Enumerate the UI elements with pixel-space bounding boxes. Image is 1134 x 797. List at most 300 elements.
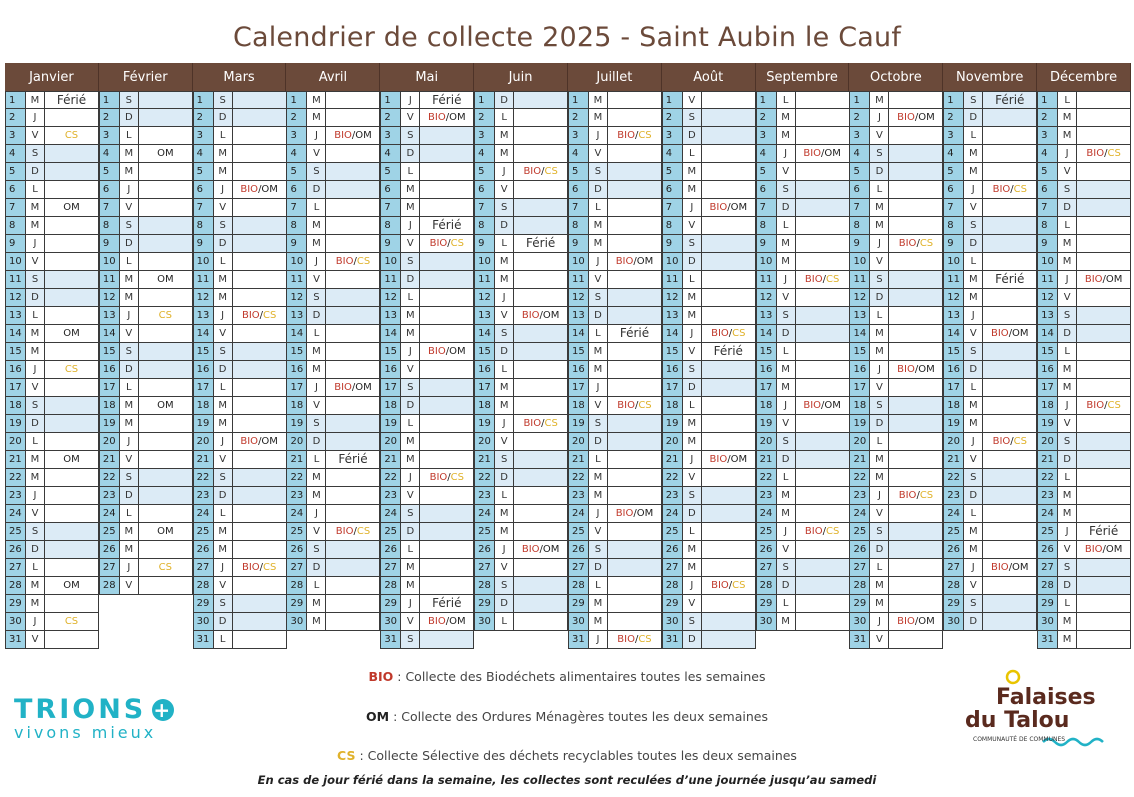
day-number: 25 <box>99 523 120 541</box>
collection-event <box>420 163 474 181</box>
day-number: 1 <box>943 91 964 109</box>
collection-event <box>796 559 850 577</box>
day-row <box>756 145 850 163</box>
day-number: 17 <box>662 379 683 397</box>
day-of-week: J <box>401 595 420 613</box>
day-number: 16 <box>849 361 870 379</box>
day-of-week: M <box>214 397 233 415</box>
day-row <box>380 109 474 127</box>
day-of-week: L <box>26 433 45 451</box>
day-number: 10 <box>286 253 307 271</box>
day-number: 18 <box>568 397 589 415</box>
day-number: 15 <box>5 343 26 361</box>
day-number: 20 <box>193 433 214 451</box>
day-number: 12 <box>568 289 589 307</box>
day-of-week: M <box>870 91 889 109</box>
day-row <box>286 577 380 595</box>
day-number: 10 <box>943 253 964 271</box>
collection-event <box>889 433 943 451</box>
collection-event: BIO/CS <box>233 307 287 325</box>
day-row <box>380 397 474 415</box>
day-of-week: L <box>307 325 326 343</box>
collection-event <box>326 235 380 253</box>
day-of-week: J <box>307 127 326 145</box>
collection-event: OM <box>45 199 99 217</box>
day-number: 10 <box>5 253 26 271</box>
day-number: 6 <box>193 181 214 199</box>
day-of-week: L <box>683 397 702 415</box>
collection-event <box>420 271 474 289</box>
collection-event: BIO/OM <box>326 379 380 397</box>
day-of-week: S <box>777 559 796 577</box>
day-row <box>1037 397 1131 415</box>
day-row <box>756 343 850 361</box>
day-row <box>568 145 662 163</box>
day-row <box>99 181 193 199</box>
month-column <box>662 63 756 648</box>
day-row <box>849 163 943 181</box>
day-row <box>99 451 193 469</box>
day-row <box>474 199 568 217</box>
day-row <box>5 325 99 343</box>
day-row <box>756 307 850 325</box>
collection-event <box>889 523 943 541</box>
day-of-week: M <box>777 127 796 145</box>
day-number: 26 <box>943 541 964 559</box>
day-row <box>380 289 474 307</box>
day-of-week: V <box>214 577 233 595</box>
day-number: 4 <box>474 145 495 163</box>
day-number: 16 <box>5 361 26 379</box>
day-row <box>5 127 99 145</box>
collection-event <box>796 325 850 343</box>
day-row <box>474 253 568 271</box>
day-row <box>193 631 287 649</box>
day-row <box>756 451 850 469</box>
day-of-week: D <box>26 289 45 307</box>
collection-event <box>45 181 99 199</box>
day-number: 26 <box>380 541 401 559</box>
day-of-week: J <box>589 379 608 397</box>
day-of-week: V <box>214 325 233 343</box>
day-row <box>99 433 193 451</box>
day-row <box>474 271 568 289</box>
day-number: 7 <box>568 199 589 217</box>
collection-event: BIO/OM <box>889 361 943 379</box>
collection-event: BIO/CS <box>608 397 662 415</box>
day-row <box>849 217 943 235</box>
collection-event <box>514 127 568 145</box>
collection-event <box>326 577 380 595</box>
day-number: 16 <box>99 361 120 379</box>
day-row <box>568 631 662 649</box>
day-row <box>1037 127 1131 145</box>
collection-event <box>889 307 943 325</box>
day-row <box>756 487 850 505</box>
month-days <box>849 91 943 648</box>
collection-event: CS <box>139 559 193 577</box>
collection-event <box>796 181 850 199</box>
day-of-week: S <box>307 541 326 559</box>
day-of-week: L <box>777 469 796 487</box>
day-row <box>943 199 1037 217</box>
collection-event <box>514 595 568 613</box>
day-row <box>1037 469 1131 487</box>
day-of-week: L <box>401 163 420 181</box>
day-of-week: M <box>307 595 326 613</box>
month-header: Mai <box>380 63 474 91</box>
collection-event <box>326 415 380 433</box>
day-number: 26 <box>662 541 683 559</box>
day-of-week: S <box>26 145 45 163</box>
day-of-week: M <box>120 145 139 163</box>
collection-event: OM <box>45 577 99 595</box>
day-number: 11 <box>193 271 214 289</box>
day-of-week: M <box>964 541 983 559</box>
day-of-week: V <box>1058 541 1077 559</box>
day-of-week: L <box>1058 595 1077 613</box>
day-row <box>99 505 193 523</box>
day-of-week: M <box>777 613 796 631</box>
day-number: 27 <box>380 559 401 577</box>
day-row <box>380 253 474 271</box>
day-row <box>1037 379 1131 397</box>
collection-event <box>702 217 756 235</box>
day-of-week: D <box>589 181 608 199</box>
day-row <box>756 505 850 523</box>
day-number: 1 <box>99 91 120 109</box>
month-header: Novembre <box>943 63 1037 91</box>
day-row <box>849 361 943 379</box>
day-row <box>1037 91 1131 109</box>
day-number: 7 <box>943 199 964 217</box>
collection-event <box>326 217 380 235</box>
day-number: 1 <box>662 91 683 109</box>
collection-event <box>702 253 756 271</box>
day-row <box>849 505 943 523</box>
day-of-week: D <box>683 253 702 271</box>
day-of-week: J <box>777 145 796 163</box>
day-row <box>193 415 287 433</box>
day-of-week: M <box>589 343 608 361</box>
day-of-week: D <box>683 505 702 523</box>
collection-event <box>702 361 756 379</box>
collection-event <box>514 397 568 415</box>
day-of-week: L <box>683 271 702 289</box>
day-number: 5 <box>1037 163 1058 181</box>
day-number: 18 <box>380 397 401 415</box>
collection-event: BIO/CS <box>1077 397 1131 415</box>
day-of-week: M <box>683 289 702 307</box>
day-of-week: J <box>214 433 233 451</box>
day-number: 17 <box>193 379 214 397</box>
day-number: 30 <box>849 613 870 631</box>
day-row <box>849 253 943 271</box>
day-number: 1 <box>286 91 307 109</box>
day-row <box>756 109 850 127</box>
day-of-week: J <box>401 217 420 235</box>
collection-event: BIO/OM <box>608 253 662 271</box>
day-row <box>286 415 380 433</box>
day-row <box>943 523 1037 541</box>
day-of-week: S <box>120 469 139 487</box>
collection-event <box>420 559 474 577</box>
day-number: 4 <box>568 145 589 163</box>
day-of-week: V <box>589 523 608 541</box>
day-of-week: D <box>964 487 983 505</box>
day-row <box>380 559 474 577</box>
day-of-week: V <box>683 469 702 487</box>
page-title: Calendrier de collecte 2025 - Saint Aubin le Cauf <box>232 22 902 53</box>
collection-event: Férié <box>608 325 662 343</box>
day-row <box>943 613 1037 631</box>
collection-event <box>1077 613 1131 631</box>
day-of-week: D <box>120 109 139 127</box>
collection-event <box>139 433 193 451</box>
day-number: 11 <box>662 271 683 289</box>
collection-event: BIO/CS <box>702 577 756 595</box>
collection-event <box>326 595 380 613</box>
collection-event: BIO/CS <box>608 127 662 145</box>
day-row <box>474 91 568 109</box>
collection-event <box>233 541 287 559</box>
falaises-logo-line2: du Talou <box>965 708 1070 733</box>
collection-event <box>1077 163 1131 181</box>
day-of-week: V <box>120 199 139 217</box>
day-number: 4 <box>99 145 120 163</box>
collection-event <box>1077 307 1131 325</box>
collection-event <box>326 145 380 163</box>
day-number: 26 <box>99 541 120 559</box>
day-number: 6 <box>474 181 495 199</box>
day-number: 1 <box>5 91 26 109</box>
day-row <box>849 109 943 127</box>
day-row <box>568 541 662 559</box>
day-of-week: M <box>307 469 326 487</box>
day-row <box>286 523 380 541</box>
day-row <box>1037 577 1131 595</box>
day-number: 5 <box>756 163 777 181</box>
day-row <box>286 397 380 415</box>
collection-event: BIO/CS <box>608 631 662 649</box>
day-row <box>849 487 943 505</box>
day-row <box>849 307 943 325</box>
day-row <box>5 109 99 127</box>
day-of-week: S <box>26 397 45 415</box>
day-row <box>474 325 568 343</box>
month-days <box>756 91 850 648</box>
day-row <box>286 307 380 325</box>
collection-event: BIO/CS <box>796 523 850 541</box>
collection-event <box>45 307 99 325</box>
day-number: 7 <box>286 199 307 217</box>
collection-event <box>1077 415 1131 433</box>
day-number: 25 <box>568 523 589 541</box>
day-number: 26 <box>286 541 307 559</box>
day-of-week: M <box>401 325 420 343</box>
day-row <box>1037 253 1131 271</box>
day-of-week: J <box>870 613 889 631</box>
collection-event <box>702 631 756 649</box>
day-number: 6 <box>286 181 307 199</box>
collection-event <box>1077 487 1131 505</box>
day-row <box>568 253 662 271</box>
day-of-week: M <box>1058 127 1077 145</box>
collection-event <box>420 541 474 559</box>
day-of-week: L <box>495 487 514 505</box>
day-of-week: M <box>870 577 889 595</box>
collection-event <box>889 199 943 217</box>
day-of-week: V <box>964 451 983 469</box>
day-of-week: M <box>777 109 796 127</box>
day-row <box>662 451 756 469</box>
day-of-week: L <box>214 505 233 523</box>
day-of-week: D <box>589 559 608 577</box>
day-number: 11 <box>99 271 120 289</box>
collection-event <box>889 181 943 199</box>
day-number: 30 <box>286 613 307 631</box>
day-row <box>849 559 943 577</box>
day-of-week: V <box>495 433 514 451</box>
day-of-week: D <box>401 271 420 289</box>
day-row <box>849 181 943 199</box>
day-row <box>662 343 756 361</box>
collection-event <box>514 451 568 469</box>
day-number: 27 <box>943 559 964 577</box>
day-number: 14 <box>286 325 307 343</box>
day-row <box>849 127 943 145</box>
day-number: 22 <box>380 469 401 487</box>
day-row <box>943 217 1037 235</box>
day-of-week: M <box>401 559 420 577</box>
collection-event <box>796 361 850 379</box>
day-number: 20 <box>99 433 120 451</box>
day-number: 24 <box>474 505 495 523</box>
day-row <box>1037 307 1131 325</box>
day-number: 29 <box>1037 595 1058 613</box>
collection-event <box>983 613 1037 631</box>
day-number: 13 <box>662 307 683 325</box>
collection-event <box>233 271 287 289</box>
collection-event: BIO/OM <box>796 145 850 163</box>
day-row <box>662 253 756 271</box>
collection-event <box>326 433 380 451</box>
collection-event <box>514 325 568 343</box>
day-of-week: M <box>589 595 608 613</box>
day-row <box>756 415 850 433</box>
day-row <box>662 307 756 325</box>
day-number: 10 <box>1037 253 1058 271</box>
day-of-week: J <box>214 307 233 325</box>
day-of-week: M <box>1058 505 1077 523</box>
day-of-week: V <box>401 487 420 505</box>
day-number: 31 <box>662 631 683 649</box>
collection-event <box>702 379 756 397</box>
day-number: 3 <box>5 127 26 145</box>
collection-event <box>45 163 99 181</box>
day-number: 1 <box>380 91 401 109</box>
day-number: 18 <box>286 397 307 415</box>
day-of-week: S <box>214 91 233 109</box>
falaises-logo-line3: COMMUNAUTÉ DE COMMUNES <box>973 736 1066 743</box>
collection-event <box>608 217 662 235</box>
day-row <box>286 289 380 307</box>
day-of-week: M <box>120 397 139 415</box>
collection-event <box>420 433 474 451</box>
collection-event <box>1077 595 1131 613</box>
collection-event <box>326 487 380 505</box>
day-row <box>568 379 662 397</box>
collection-event <box>139 379 193 397</box>
day-of-week: J <box>964 181 983 199</box>
day-row <box>5 217 99 235</box>
day-of-week: D <box>307 433 326 451</box>
day-number: 19 <box>849 415 870 433</box>
day-number: 13 <box>193 307 214 325</box>
day-number: 22 <box>849 469 870 487</box>
day-of-week: M <box>777 379 796 397</box>
day-number: 29 <box>193 595 214 613</box>
month-days <box>1037 91 1131 648</box>
trions-logo-text: TRIONS <box>14 694 147 725</box>
day-of-week: S <box>401 253 420 271</box>
collection-event <box>45 505 99 523</box>
day-number: 15 <box>943 343 964 361</box>
day-row <box>943 127 1037 145</box>
day-of-week: M <box>777 235 796 253</box>
day-of-week: V <box>307 523 326 541</box>
collection-event <box>233 397 287 415</box>
day-number: 21 <box>943 451 964 469</box>
collection-event <box>702 523 756 541</box>
day-row <box>943 253 1037 271</box>
collection-event <box>326 613 380 631</box>
day-row <box>568 397 662 415</box>
day-row <box>1037 235 1131 253</box>
day-number: 25 <box>849 523 870 541</box>
day-row <box>662 217 756 235</box>
day-of-week: M <box>777 253 796 271</box>
day-number: 10 <box>380 253 401 271</box>
day-of-week: D <box>870 541 889 559</box>
day-of-week: M <box>401 199 420 217</box>
day-of-week: M <box>1058 631 1077 649</box>
day-number: 17 <box>474 379 495 397</box>
day-of-week: J <box>120 307 139 325</box>
collection-event <box>233 109 287 127</box>
day-of-week: L <box>120 505 139 523</box>
day-row <box>286 361 380 379</box>
day-number: 9 <box>474 235 495 253</box>
collection-event: BIO/OM <box>889 613 943 631</box>
day-number: 9 <box>568 235 589 253</box>
day-row <box>1037 271 1131 289</box>
day-number: 21 <box>756 451 777 469</box>
collection-event <box>702 433 756 451</box>
collection-event <box>420 145 474 163</box>
day-of-week: M <box>26 577 45 595</box>
day-number: 12 <box>849 289 870 307</box>
day-row <box>286 433 380 451</box>
day-of-week: D <box>964 613 983 631</box>
collection-event <box>139 91 193 109</box>
day-number: 27 <box>193 559 214 577</box>
day-number: 27 <box>568 559 589 577</box>
collection-event <box>139 199 193 217</box>
day-number: 17 <box>1037 379 1058 397</box>
day-of-week: M <box>120 271 139 289</box>
day-number: 11 <box>943 271 964 289</box>
